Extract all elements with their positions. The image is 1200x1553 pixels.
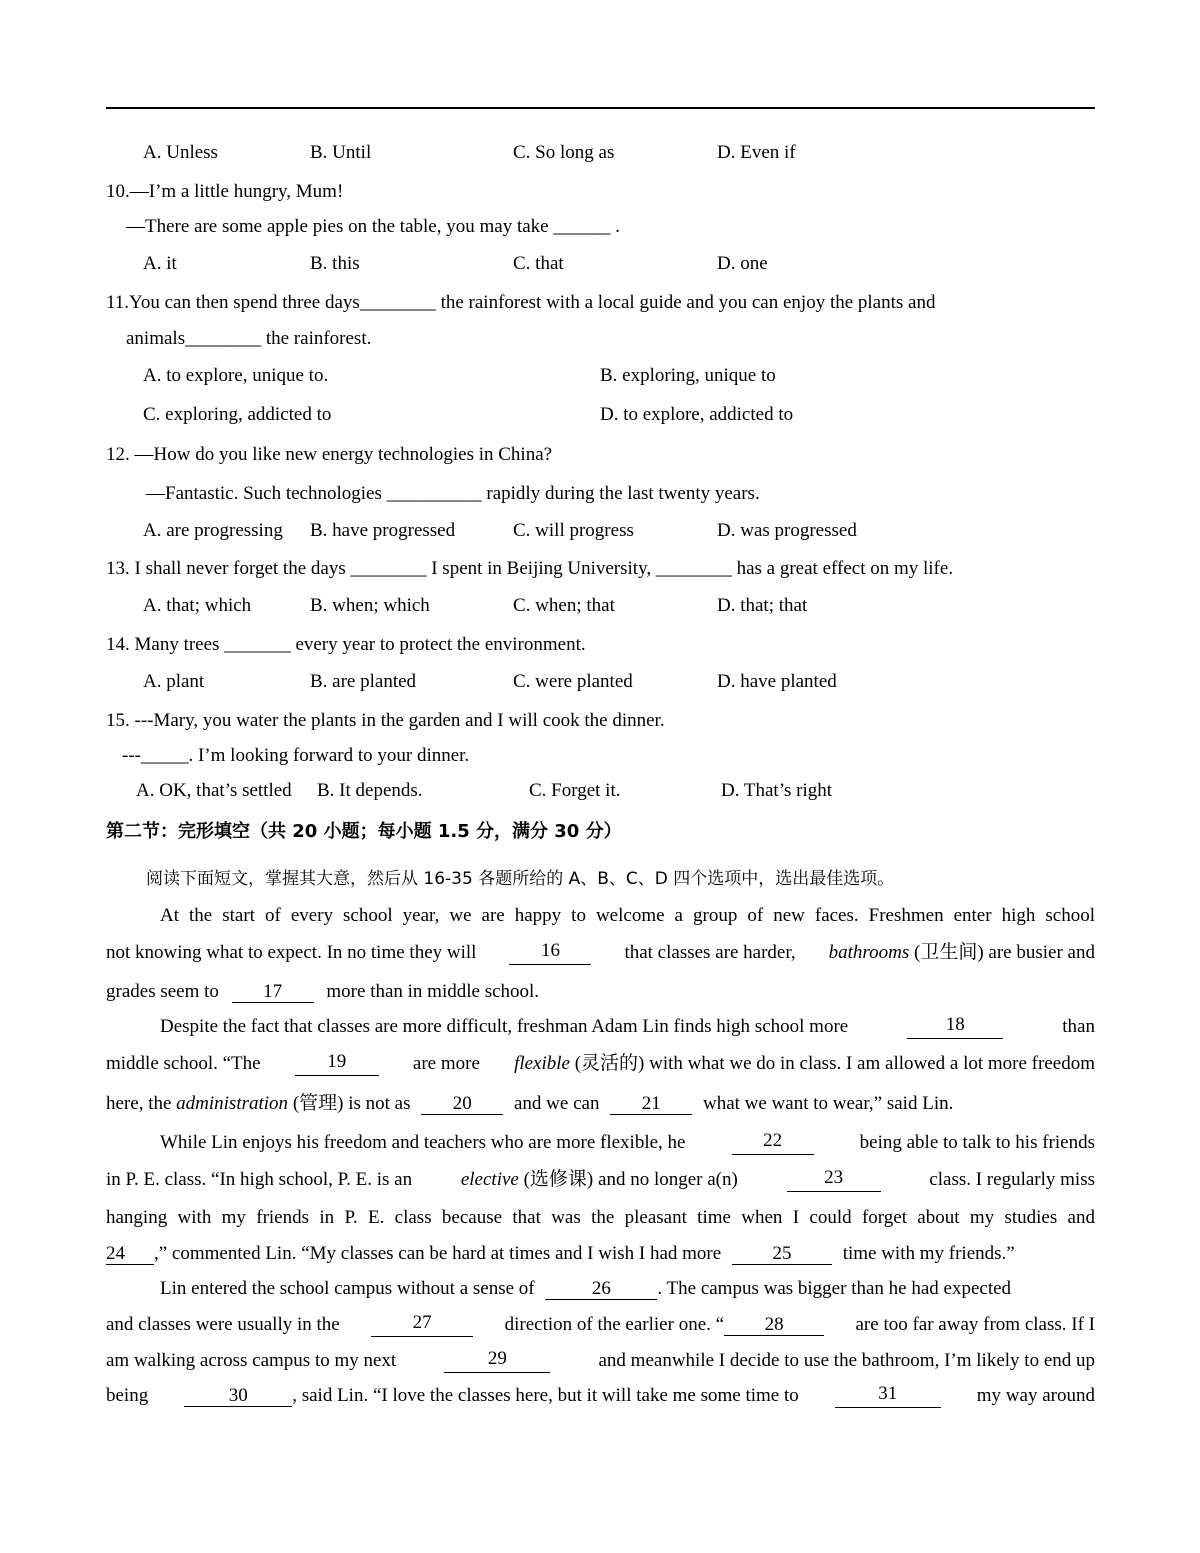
q10-stem: 10.—I’m a little hungry, Mum! xyxy=(106,181,344,202)
p2-line1 xyxy=(160,1015,1095,1039)
p2-text: than xyxy=(1062,1016,1095,1037)
p3-text: class. I regularly miss xyxy=(929,1169,1095,1190)
p4-line1 xyxy=(160,1277,1011,1301)
blank-29: 29 xyxy=(444,1349,550,1373)
blank-28: 28 xyxy=(724,1315,824,1336)
q9-option-b: B. Until xyxy=(310,142,372,163)
p1-text: grades seem to xyxy=(106,981,219,1002)
q10-option-c: C. that xyxy=(513,253,564,274)
p1-text: (卫生间) are busier and xyxy=(914,942,1095,963)
p4-text: . The campus was bigger than he had expected xyxy=(657,1278,1012,1299)
q10-line2: —There are some apple pies on the table, you may take ______ . xyxy=(126,216,620,237)
q13-option-a: A. that; which xyxy=(143,595,252,616)
p4-line4 xyxy=(106,1384,1095,1408)
q12-stem: 12. —How do you like new energy technologies in China? xyxy=(106,444,553,465)
q14-option-a: A. plant xyxy=(143,671,205,692)
q13-stem: 13. I shall never forget the days ________ I spent in Beijing University, ________ has a great effect on my life. xyxy=(106,558,954,579)
q15-option-b: B. It depends. xyxy=(317,780,423,801)
p4-text: , said Lin. “I love the classes here, but it will take me some time to xyxy=(292,1385,799,1406)
blank-24: 24 xyxy=(106,1244,154,1265)
p1-line2 xyxy=(106,941,1095,965)
p4-text: am walking across campus to my next xyxy=(106,1350,397,1371)
blank-20: 20 xyxy=(421,1094,503,1115)
p1-line3 xyxy=(106,980,539,1004)
p4-text: my way around xyxy=(976,1385,1095,1406)
p2-line2 xyxy=(106,1052,1095,1076)
p4-text: being xyxy=(106,1385,149,1406)
p2-line3 xyxy=(106,1092,953,1116)
p4-text: are too far away from class. If I xyxy=(855,1314,1095,1335)
header-rule xyxy=(106,107,1095,109)
p3-text: While Lin enjoys his freedom and teachers who are more flexible, he xyxy=(160,1132,686,1153)
section-instruction: 阅读下面短文，掌握其大意，然后从 16-35 各题所给的 A、B、C、D 四个选项中，选出最佳选项。 xyxy=(146,869,895,889)
p4-text: Lin entered the school campus without a sense of xyxy=(160,1278,535,1299)
p2-italic-term: administration xyxy=(176,1093,289,1114)
q10-option-d: D. one xyxy=(717,253,768,274)
blank-19: 19 xyxy=(295,1052,379,1076)
p4-text: and classes were usually in the xyxy=(106,1314,340,1335)
blank-21: 21 xyxy=(610,1094,692,1115)
q15-option-c: C. Forget it. xyxy=(529,780,621,801)
p3-text: ,” commented Lin. “My classes can be hard at times and I wish I had more xyxy=(154,1243,722,1264)
q15-line2: ---_____. I’m looking forward to your dinner. xyxy=(122,745,470,766)
q11-option-c: C. exploring, addicted to xyxy=(143,404,332,425)
p3-line2 xyxy=(106,1168,1095,1192)
p3-text: (选修课) and no longer a(n) xyxy=(523,1169,738,1190)
blank-25: 25 xyxy=(732,1244,832,1265)
q11-stem: 11.You can then spend three days________ the rainforest with a local guide and you can enjoy the plants and xyxy=(106,292,936,313)
q9-option-d: D. Even if xyxy=(717,142,796,163)
blank-26: 26 xyxy=(545,1279,657,1300)
p4-text: and meanwhile I decide to use the bathroom, I’m likely to end up xyxy=(598,1350,1095,1371)
blank-22: 22 xyxy=(732,1131,814,1155)
p3-text: being able to talk to his friends xyxy=(859,1132,1095,1153)
p1-text: more than in middle school. xyxy=(326,981,540,1002)
p3-italic-term: elective xyxy=(460,1169,519,1190)
q14-option-c: C. were planted xyxy=(513,671,633,692)
blank-23: 23 xyxy=(787,1168,881,1192)
q12-option-b: B. have progressed xyxy=(310,520,456,541)
q12-line2: —Fantastic. Such technologies __________ rapidly during the last twenty years. xyxy=(146,483,760,504)
p4-text: direction of the earlier one. “ xyxy=(504,1314,725,1335)
q15-option-d: D. That’s right xyxy=(721,780,833,801)
blank-18: 18 xyxy=(907,1015,1003,1039)
p2-text: what we want to wear,” said Lin. xyxy=(702,1093,954,1114)
p4-line2 xyxy=(106,1313,1095,1337)
p2-text: Despite the fact that classes are more difficult, freshman Adam Lin finds high school more xyxy=(160,1016,849,1037)
q11-option-d: D. to explore, addicted to xyxy=(600,404,794,425)
q13-option-c: C. when; that xyxy=(513,595,615,616)
q13-option-b: B. when; which xyxy=(310,595,430,616)
q12-option-c: C. will progress xyxy=(513,520,634,541)
p1-line1: At the start of every school year, we are happy to welcome a group of new faces. Freshmen enter high school xyxy=(160,905,1095,926)
p3-text: in P. E. class. “In high school, P. E. is an xyxy=(106,1169,413,1190)
q15-option-a: A. OK, that’s settled xyxy=(136,780,292,801)
q9-option-c: C. So long as xyxy=(513,142,615,163)
q11-option-a: A. to explore, unique to. xyxy=(143,365,329,386)
p2-text: (灵活的) with what we do in class. I am allowed a lot more freedom xyxy=(574,1053,1095,1074)
blank-16: 16 xyxy=(509,941,591,965)
p2-text: and we can xyxy=(514,1093,600,1114)
p3-line3: hanging with my friends in P. E. class because that was the pleasant time when I could forget about my studies and xyxy=(106,1207,1095,1228)
q15-stem: 15. ---Mary, you water the plants in the garden and I will cook the dinner. xyxy=(106,710,665,731)
q14-option-b: B. are planted xyxy=(310,671,417,692)
p2-text: here, the xyxy=(106,1093,172,1114)
blank-27: 27 xyxy=(371,1313,473,1337)
blank-30: 30 xyxy=(184,1386,292,1407)
q12-option-d: D. was progressed xyxy=(717,520,857,541)
q9-option-a: A. Unless xyxy=(143,142,218,163)
blank-31: 31 xyxy=(835,1384,941,1408)
q12-option-a: A. are progressing xyxy=(143,520,283,541)
section-title: 第二节：完形填空（共 20 小题；每小题 1.5 分，满分 30 分） xyxy=(106,821,622,842)
q10-option-b: B. this xyxy=(310,253,360,274)
p4-line3 xyxy=(106,1349,1095,1373)
p1-text: that classes are harder, xyxy=(624,942,796,963)
q14-option-d: D. have planted xyxy=(717,671,837,692)
p2-text: middle school. “The xyxy=(106,1053,261,1074)
p2-text: (管理) is not as xyxy=(292,1093,411,1114)
p3-text: time with my friends.” xyxy=(842,1243,1015,1264)
p3-line1 xyxy=(160,1131,1095,1155)
q11-line2: animals________ the rainforest. xyxy=(126,328,372,349)
q10-option-a: A. it xyxy=(143,253,177,274)
q13-option-d: D. that; that xyxy=(717,595,808,616)
p1-text: not knowing what to expect. In no time they will xyxy=(106,942,477,963)
q11-option-b: B. exploring, unique to xyxy=(600,365,776,386)
p1-italic-term: bathrooms xyxy=(828,942,910,963)
p3-line4 xyxy=(106,1242,1015,1266)
p2-text: are more xyxy=(412,1053,480,1074)
p2-italic-term: flexible xyxy=(514,1053,570,1074)
q14-stem: 14. Many trees _______ every year to protect the environment. xyxy=(106,634,586,655)
blank-17: 17 xyxy=(232,982,314,1003)
